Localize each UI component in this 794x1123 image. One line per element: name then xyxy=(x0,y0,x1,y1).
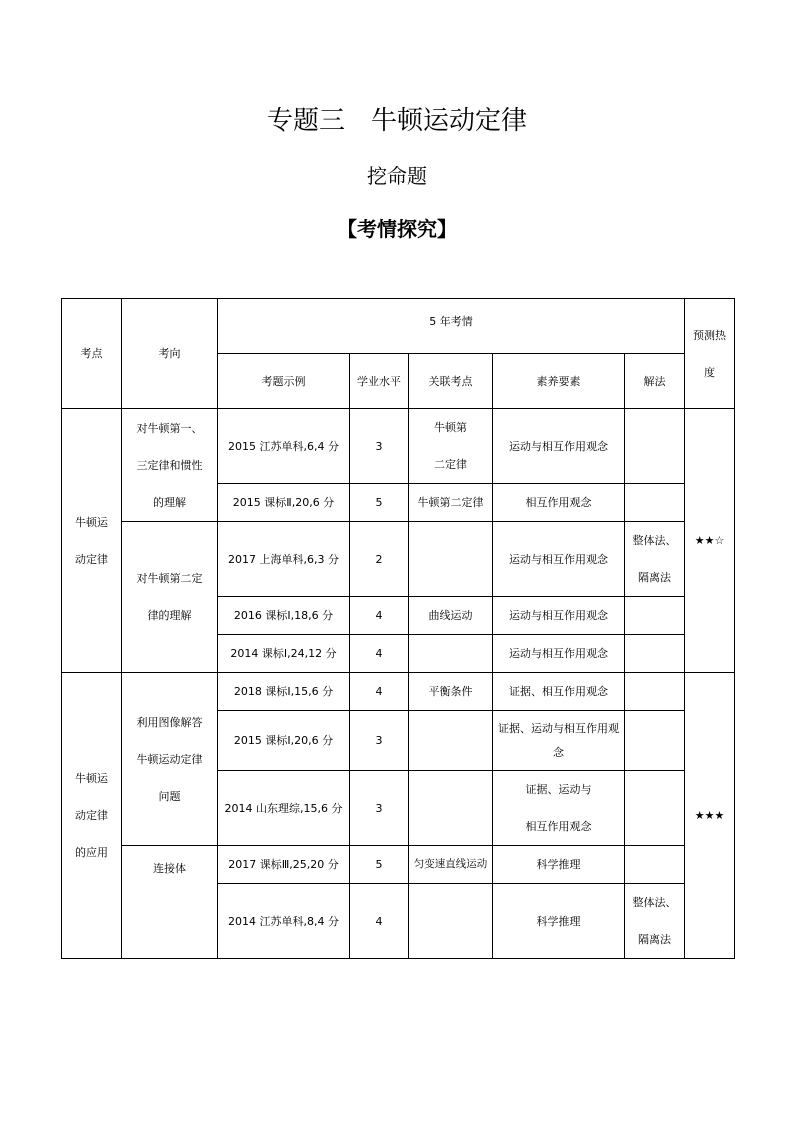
level-cell: 4 xyxy=(350,673,409,711)
header-kaodian: 考点 xyxy=(62,299,122,409)
level-cell: 3 xyxy=(350,711,409,771)
kaodian-cell: 牛顿运动定律的应用 xyxy=(62,673,122,959)
method-cell xyxy=(625,673,685,711)
literacy-cell: 科学推理 xyxy=(493,846,625,884)
example-cell: 2015 课标Ⅱ,20,6 分 xyxy=(218,484,350,522)
related-cell xyxy=(409,635,493,673)
example-cell: 2015 江苏单科,6,4 分 xyxy=(218,409,350,484)
page-subtitle: 挖命题 xyxy=(367,164,427,188)
page-title: 专题三 牛顿运动定律 xyxy=(266,106,527,136)
related-cell xyxy=(409,884,493,959)
related-cell xyxy=(409,711,493,771)
literacy-cell: 运动与相互作用观念 xyxy=(493,635,625,673)
level-cell: 4 xyxy=(350,884,409,959)
method-cell xyxy=(625,409,685,484)
example-cell: 2017 上海单科,6,3 分 xyxy=(218,522,350,597)
example-cell: 2017 课标Ⅲ,25,20 分 xyxy=(218,846,350,884)
example-cell: 2014 江苏单科,8,4 分 xyxy=(218,884,350,959)
method-cell xyxy=(625,771,685,846)
example-cell: 2014 山东理综,15,6 分 xyxy=(218,771,350,846)
literacy-cell: 运动与相互作用观念 xyxy=(493,597,625,635)
literacy-cell: 相互作用观念 xyxy=(493,484,625,522)
exam-analysis-table xyxy=(61,298,735,959)
header-example: 考题示例 xyxy=(218,354,350,409)
kaoxiang-cell: 对牛顿第二定律的理解 xyxy=(122,522,218,673)
kaoxiang-cell: 连接体 xyxy=(122,846,218,959)
kaoxiang-cell: 对牛顿第一、三定律和惯性的理解 xyxy=(122,409,218,522)
method-cell xyxy=(625,711,685,771)
level-cell: 5 xyxy=(350,846,409,884)
related-cell: 匀变速直线运动 xyxy=(409,846,493,884)
heat-cell: ★★★ xyxy=(685,673,735,959)
example-cell: 2018 课标Ⅰ,15,6 分 xyxy=(218,673,350,711)
related-cell: 牛顿第二定律 xyxy=(409,484,493,522)
literacy-cell: 运动与相互作用观念 xyxy=(493,522,625,597)
literacy-cell: 证据、运动与相互作用观念 xyxy=(493,711,625,771)
literacy-cell: 证据、运动与相互作用观念 xyxy=(493,771,625,846)
literacy-cell: 运动与相互作用观念 xyxy=(493,409,625,484)
related-cell: 曲线运动 xyxy=(409,597,493,635)
related-cell: 平衡条件 xyxy=(409,673,493,711)
section-heading: 【考情探究】 xyxy=(337,217,457,241)
related-cell xyxy=(409,771,493,846)
related-cell xyxy=(409,522,493,597)
kaoxiang-cell: 利用图像解答牛顿运动定律问题 xyxy=(122,673,218,846)
example-cell: 2014 课标Ⅰ,24,12 分 xyxy=(218,635,350,673)
method-cell xyxy=(625,484,685,522)
method-cell: 整体法、隔离法 xyxy=(625,522,685,597)
header-kaoxiang: 考向 xyxy=(122,299,218,409)
heat-cell: ★★☆ xyxy=(685,409,735,673)
header-related: 关联考点 xyxy=(409,354,493,409)
header-forecast: 预测热度 xyxy=(685,299,735,409)
level-cell: 3 xyxy=(350,771,409,846)
header-method: 解法 xyxy=(625,354,685,409)
level-cell: 4 xyxy=(350,597,409,635)
header-literacy: 素养要素 xyxy=(493,354,625,409)
header-5year: 5 年考情 xyxy=(218,299,685,354)
method-cell xyxy=(625,846,685,884)
kaodian-cell: 牛顿运动定律 xyxy=(62,409,122,673)
method-cell xyxy=(625,597,685,635)
example-cell: 2016 课标Ⅰ,18,6 分 xyxy=(218,597,350,635)
literacy-cell: 科学推理 xyxy=(493,884,625,959)
literacy-cell: 证据、相互作用观念 xyxy=(493,673,625,711)
level-cell: 4 xyxy=(350,635,409,673)
related-cell: 牛顿第二定律 xyxy=(409,409,493,484)
method-cell xyxy=(625,635,685,673)
method-cell: 整体法、隔离法 xyxy=(625,884,685,959)
example-cell: 2015 课标Ⅰ,20,6 分 xyxy=(218,711,350,771)
level-cell: 5 xyxy=(350,484,409,522)
header-level: 学业水平 xyxy=(350,354,409,409)
level-cell: 2 xyxy=(350,522,409,597)
level-cell: 3 xyxy=(350,409,409,484)
